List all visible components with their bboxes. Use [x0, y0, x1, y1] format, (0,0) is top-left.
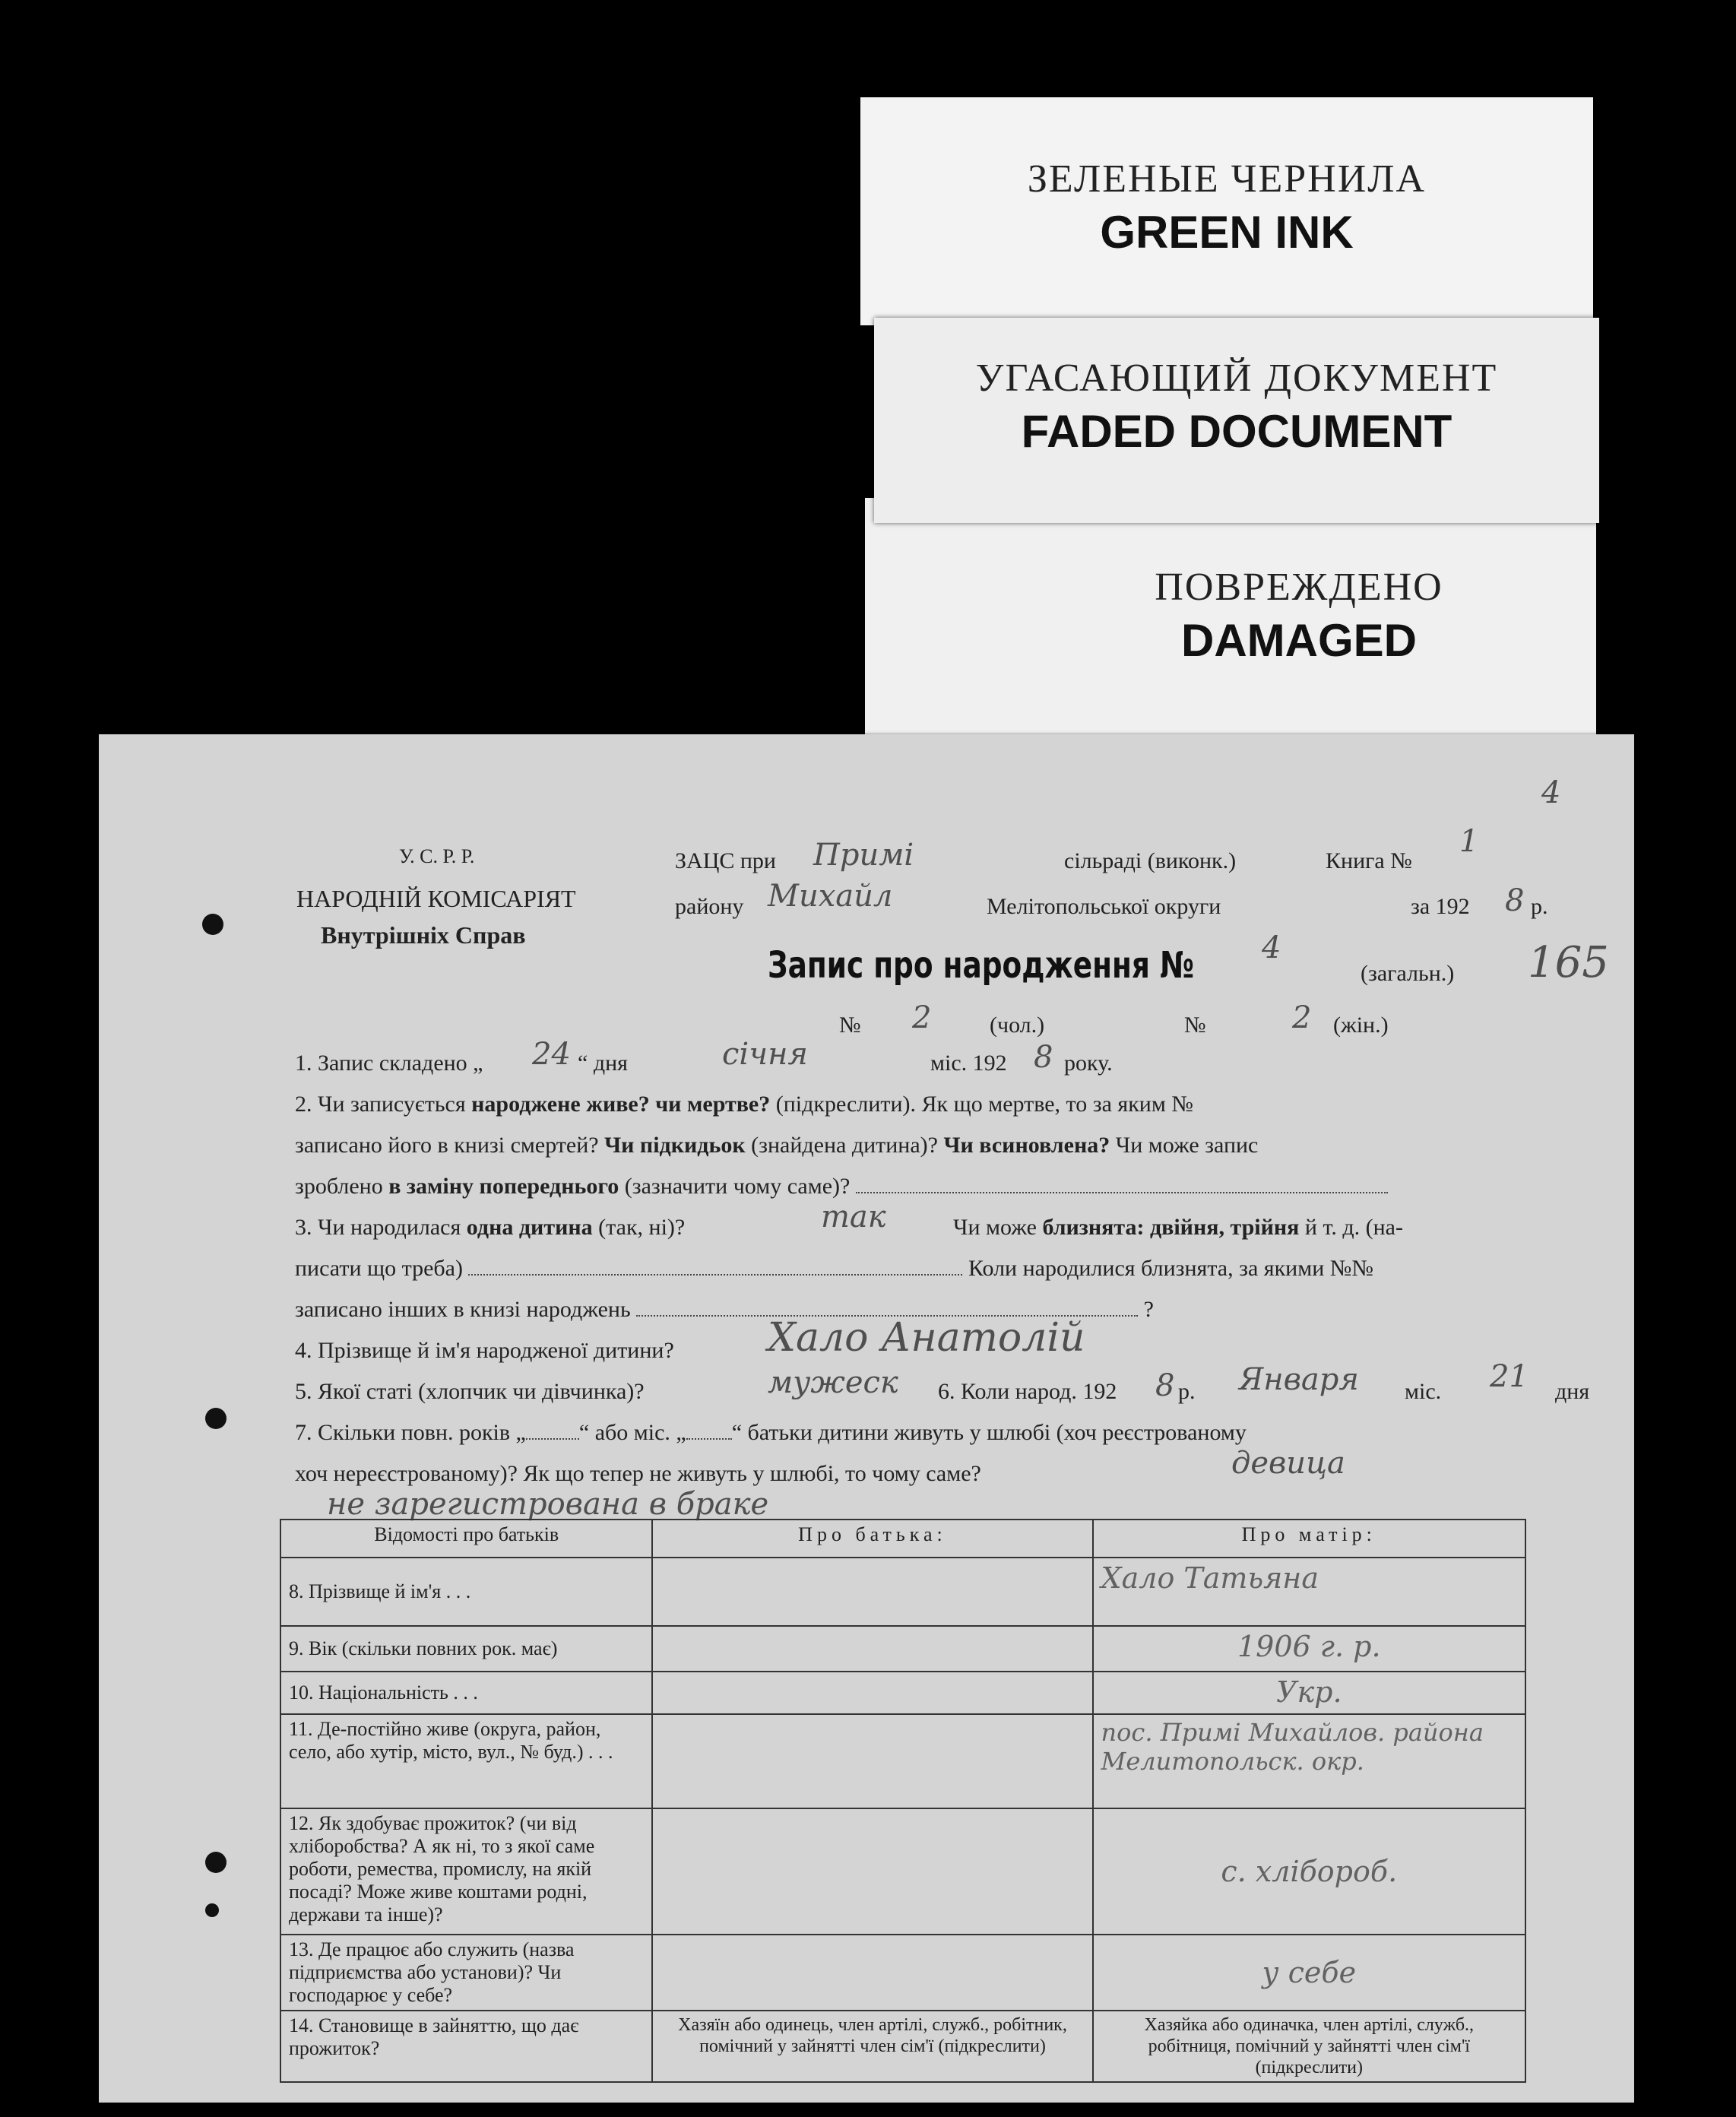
female-no-label: № [1184, 1013, 1206, 1038]
year-label: за 192 [1411, 894, 1470, 919]
line2-c: (підкреслити). Як що мертве, то за яким № [775, 1092, 1193, 1117]
mother-cell: Хало Татьяна [1093, 1558, 1525, 1626]
notice-en: GREEN INK [1100, 207, 1354, 258]
table-row [280, 1558, 1525, 1626]
notice-ru: ЗЕЛЕНЫЕ ЧЕРНИЛА [1027, 157, 1427, 201]
line1-year-hw: 8 [1034, 1040, 1053, 1075]
birth-month-hw: Января [1239, 1362, 1359, 1397]
okruha-label: Мелітопольської округи [987, 894, 1221, 919]
line2-h: Чи може запис [1115, 1133, 1259, 1158]
mother-cell: Укр. [1093, 1672, 1525, 1714]
birth-record-form [99, 734, 1634, 2103]
notice-damaged [865, 498, 1596, 741]
line1-b: “ дня [578, 1051, 628, 1076]
line3-g: писати що треба) [295, 1256, 463, 1281]
line1-month-hw: січня [722, 1037, 808, 1072]
line2-b: народжене живе? чи мертве? [471, 1092, 771, 1117]
father-cell [652, 1558, 1092, 1626]
line2-a: 2. Чи записується [295, 1092, 466, 1117]
line7-d: хоч нереєстрованому)? Як що тепер не живуть у шлюбі, то чому саме? [295, 1461, 981, 1486]
line2-i: зроблено [295, 1174, 383, 1199]
notice-faded-document [874, 318, 1599, 523]
father-cell [652, 1626, 1092, 1672]
notice-ru: УГАСАЮЩИЙ ДОКУМЕНТ [975, 357, 1498, 400]
child-name-hw: Хало Анатолій [768, 1315, 1085, 1361]
line2-d: записано його в книзі смертей? [295, 1133, 599, 1158]
table-row [280, 2011, 1525, 2082]
line2-j: в заміну попереднього [388, 1174, 619, 1199]
mother-cell: у себе [1093, 1935, 1525, 2011]
mother-cell: Хазяйка або одиначка, член артілі, служб., робітниця, помічний у зайнятті член сім'ї (підкреслити) [1093, 2011, 1525, 2082]
line6-b: р. [1178, 1379, 1196, 1404]
year-suffix: р. [1531, 894, 1548, 919]
line3-f: й т. д. (на- [1304, 1215, 1403, 1240]
year-hw: 8 [1505, 883, 1525, 918]
general-label: (загальн.) [1361, 961, 1455, 986]
marriage-hw1: девица [1231, 1446, 1345, 1481]
col-header: Про матір: [1093, 1520, 1525, 1558]
table-row [280, 1626, 1525, 1672]
line5: 5. Якої статі (хлопчик чи дівчинка)? [295, 1379, 645, 1404]
punch-hole [205, 1903, 219, 1917]
line3-right [953, 1215, 1403, 1241]
notice-en: DAMAGED [1181, 615, 1417, 666]
line2-k: (зазначити чому саме)? [624, 1174, 851, 1199]
line3-i: записано інших в книзі народжень [295, 1297, 631, 1322]
line1-day-hw: 24 [532, 1037, 571, 1072]
mother-cell: 1906 г. р. [1093, 1626, 1525, 1672]
female-label: (жін.) [1333, 1013, 1389, 1038]
table-row [280, 1808, 1525, 1935]
book-label: Книга № [1326, 848, 1412, 873]
district-hw: Михайл [768, 879, 893, 914]
table-row [280, 1714, 1525, 1808]
line1-c: міс. 192 [930, 1051, 1007, 1076]
line7-b: “ або міс. „ [578, 1420, 686, 1445]
table-row [280, 1672, 1525, 1714]
commissariat-label: НАРОДНІЙ КОМІСАРІЯТ [296, 885, 576, 912]
record-no-hw: 4 [1262, 930, 1281, 965]
notice-en: FADED DOCUMENT [1021, 406, 1452, 457]
punch-hole [205, 1408, 227, 1429]
line7 [295, 1420, 1247, 1446]
line1-a: 1. Запис складено „ [295, 1051, 483, 1076]
male-no-label: № [839, 1013, 861, 1038]
record-title: Запис про народження № [768, 944, 1195, 987]
line4: 4. Прізвище й ім'я народженої дитини? [295, 1338, 674, 1363]
father-cell [652, 1714, 1092, 1808]
line3-h: Коли народилися близнята, за якими №№ [968, 1256, 1373, 1281]
line1-d: року. [1064, 1051, 1113, 1076]
line2-g: Чи всиновлена? [943, 1133, 1110, 1158]
affairs-label: Внутрішніх Справ [321, 921, 526, 949]
table-header [280, 1520, 1525, 1558]
zags-hw: Примі [813, 838, 914, 873]
parents-table [280, 1519, 1526, 2083]
birth-day-hw: 21 [1490, 1359, 1529, 1394]
line3-e: близнята: двійня, трійня [1042, 1215, 1300, 1240]
dotted-line [686, 1438, 732, 1440]
table-row [280, 1935, 1525, 2011]
mother-cell: пос. Примі Михайлов. района Мелитопольск. окр. [1093, 1714, 1525, 1808]
line6-c: міс. [1405, 1379, 1442, 1404]
corner-hw: 4 [1541, 775, 1561, 810]
district-label: району [675, 894, 744, 919]
line2-row2 [295, 1133, 1258, 1158]
line3-d: Чи може [953, 1215, 1037, 1240]
ussr-label: У. С. Р. Р. [399, 845, 475, 867]
notice-ru: ПОВРЕЖДЕНО [1155, 566, 1443, 609]
male-no-hw: 2 [912, 1000, 932, 1035]
punch-hole [205, 1852, 227, 1873]
father-cell: Хазяїн або одинець, член артілі, служб., робітник, помічний у зайнятті член сім'ї (підкреслити) [652, 2011, 1092, 2082]
notice-green-ink [860, 97, 1593, 325]
row-label: 12. Як здобуває прожиток? (чи від хліборобства? А як ні, то з якої саме роботи, ремества, промислу, на якій посаді? Може живе коштами родні, держави та інше)? [280, 1808, 652, 1935]
row-label: 14. Становище в зайняттю, що дає прожиток? [280, 2011, 652, 2082]
row-label: 8. Прізвище й ім'я . . . [280, 1558, 652, 1626]
col-header: Про батька: [652, 1520, 1092, 1558]
father-cell [652, 1808, 1092, 1935]
female-no-hw: 2 [1292, 1000, 1312, 1035]
line2 [295, 1092, 1193, 1117]
row-label: 10. Національність . . . [280, 1672, 652, 1714]
sex-hw: мужеск [768, 1365, 898, 1400]
dotted-line [856, 1192, 1388, 1193]
mother-cell: с. хлібороб. [1093, 1808, 1525, 1935]
row-label: 11. Де-постійно живе (округа, район, село, або хутір, місто, вул., № буд.) . . . [280, 1714, 652, 1808]
line7-a: 7. Скільки повн. років „ [295, 1420, 526, 1445]
marriage-hw2: не зарегистрована в браке [327, 1487, 769, 1522]
father-cell [652, 1935, 1092, 2011]
council-label: сільраді (виконк.) [1064, 848, 1237, 873]
line3-b: одна дитина [466, 1215, 593, 1240]
line3-c: (так, ні)? [598, 1215, 686, 1240]
side-number-hw: 165 [1528, 938, 1609, 987]
male-label: (чол.) [990, 1013, 1045, 1038]
line6-d: дня [1555, 1379, 1590, 1404]
zags-label: ЗАЦС при [675, 848, 776, 873]
line3-j: ? [1143, 1297, 1154, 1322]
row-label: 13. Де працює або служить (назва підприємства або установи)? Чи господарює у себе? [280, 1935, 652, 2011]
dotted-line [526, 1438, 579, 1440]
row-label: 9. Вік (скільки повних рок. має) [280, 1626, 652, 1672]
line3-row2 [295, 1256, 1373, 1282]
dotted-line [468, 1274, 962, 1276]
line3-hw: так [821, 1200, 886, 1234]
birth-year-hw: 8 [1155, 1368, 1175, 1403]
line2-row3 [295, 1174, 1388, 1200]
father-cell [652, 1672, 1092, 1714]
line7-c: “ батьки дитини живуть у шлюбі (хоч реєстрованому [731, 1420, 1247, 1445]
punch-hole [202, 914, 223, 935]
line3 [295, 1215, 685, 1241]
line6-a: 6. Коли народ. 192 [938, 1379, 1117, 1404]
book-hw: 1 [1459, 824, 1479, 859]
line2-e: Чи підкидьок [604, 1133, 746, 1158]
line2-f: (знайдена дитина)? [751, 1133, 938, 1158]
col-header: Відомості про батьків [280, 1520, 652, 1558]
line3-a: 3. Чи народилася [295, 1215, 461, 1240]
